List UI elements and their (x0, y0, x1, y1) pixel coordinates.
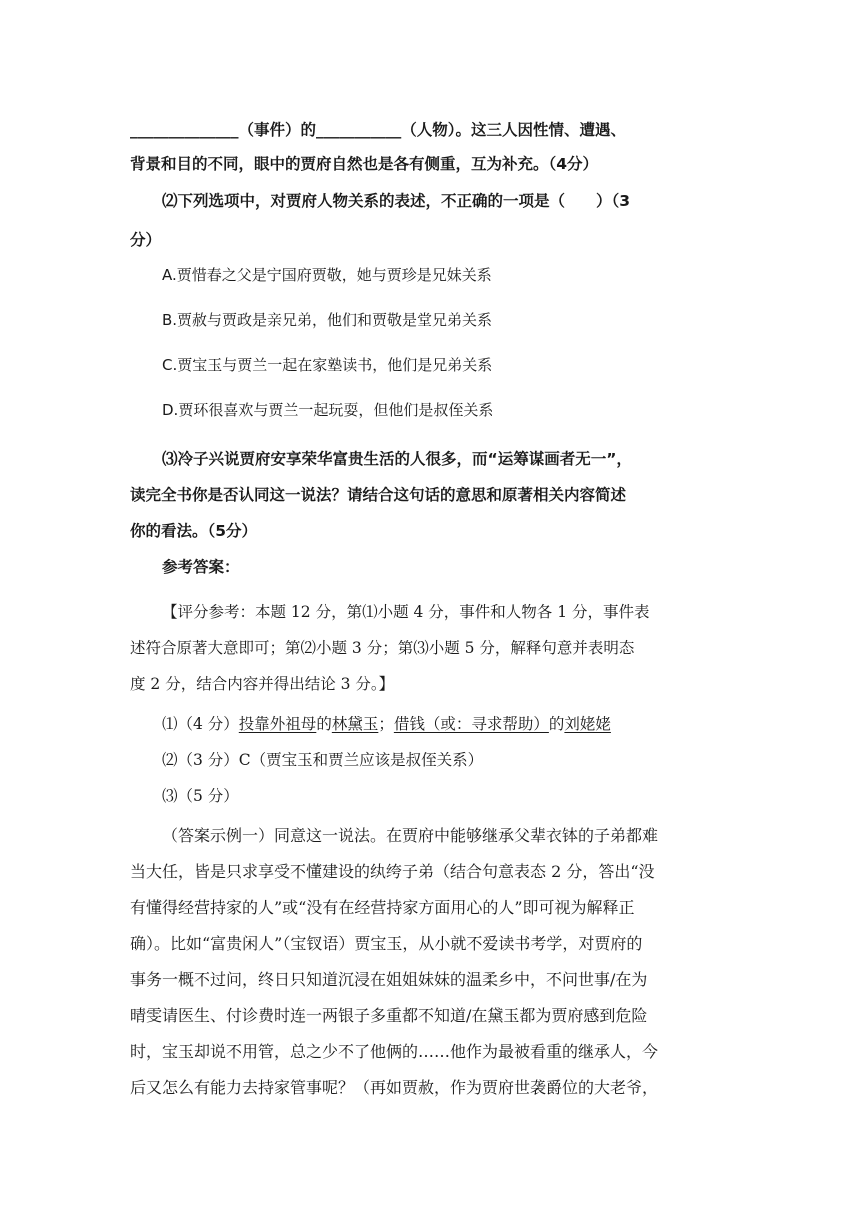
q2-option-d: D.贾环很喜欢与贾兰一起玩耍，但他们是叔侄关系 (162, 401, 494, 419)
example-line-1: （答案示例一）同意这一说法。在贾府中能够继承父辈衣钵的子弟都难 (162, 826, 659, 845)
scoring-line-2: 述符合原著大意即可；第⑵小题 3 分；第⑶小题 5 分，解释句意并表明态 (130, 639, 635, 657)
q2-option-a: A.贾惜春之父是宁国府贾敬，她与贾珍是兄妹关系 (162, 266, 492, 284)
q1-event-label: （事件）的 (238, 121, 317, 139)
q1-person-label: （人物）。这三人因性情、遭遇、 (401, 121, 627, 139)
answer-heading: 参考答案： (162, 558, 240, 576)
example-line-7: 时，宝玉却说不用管，总之少不了他俩的……他作为最被看重的继承人，今 (130, 1042, 659, 1061)
q3-line-3: 你的看法。（5分） (130, 522, 258, 540)
scoring-line-1: 【评分参考：本题 12 分，第⑴小题 4 分，事件和人物各 1 分，事件表 (162, 603, 650, 621)
answer-2: ⑵（3 分）C（贾宝玉和贾兰应该是叔侄关系） (162, 751, 484, 769)
answer-1-prefix: ⑴（4 分） (162, 715, 239, 733)
answer-1-de-2: 的 (548, 715, 565, 733)
q2-stem-line-1: ⑵下列选项中，对贾府人物关系的表述，不正确的一项是（ ）（3 (162, 192, 631, 210)
example-line-5: 事务一概不过问，终日只知道沉浸在姐姐妹妹的温柔乡中，不问世事/在为 (130, 970, 648, 989)
q2-option-b: B.贾赦与贾政是亲兄弟，他们和贾敬是堂兄弟关系 (162, 311, 493, 329)
answer-1 (162, 714, 762, 734)
q1-line-2: 背景和目的不同，眼中的贾府自然也是各有侧重，互为补充。（4分） (130, 155, 599, 173)
answer-1-event-1: 投靠外祖母 (238, 715, 317, 733)
q1-blank-event: ______________ (130, 121, 239, 139)
answer-3: ⑶（5 分） (162, 787, 239, 805)
q1-blank-person: ___________ (316, 121, 402, 139)
example-line-6: 晴雯请医生、付诊费时连一两银子多重都不知道/在黛玉都为贾府感到危险 (130, 1006, 648, 1025)
scoring-line-3: 度 2 分，结合内容并得出结论 3 分。】 (130, 675, 395, 693)
q2-option-c: C.贾宝玉与贾兰一起在家塾读书，他们是兄弟关系 (162, 356, 493, 374)
answer-1-sep: ； (378, 715, 394, 733)
q1-line-1 (130, 120, 730, 140)
answer-1-de-1: 的 (316, 715, 332, 733)
example-line-8: 后又怎么有能力去持家管事呢？（再如贾赦，作为贾府世袭爵位的大老爷， (130, 1078, 659, 1097)
q3-line-2: 读完全书你是否认同这一说法？请结合这句话的意思和原著相关内容简述 (130, 486, 627, 504)
answer-1-person-2: 刘姥姥 (564, 715, 611, 733)
example-line-2: 当大任，皆是只求享受不懂建设的纨绔子弟（结合句意表态 2 分，答出“没 (130, 862, 655, 881)
q3-line-1: ⑶冷子兴说贾府安享荣华富贵生活的人很多，而“运筹谋画者无一”， (162, 450, 632, 468)
example-line-3: 有懂得经营持家的人”或“没有在经营持家方面用心的人”即可视为解释正 (130, 898, 635, 917)
example-line-4: 确）。比如“富贵闲人”（宝钗语）贾宝玉，从小就不爱读书考学，对贾府的 (130, 934, 643, 953)
answer-1-person-1: 林黛玉 (331, 715, 379, 733)
q2-stem-line-2: 分） (130, 231, 162, 249)
answer-1-event-2: 借钱（或：寻求帮助） (393, 715, 549, 733)
